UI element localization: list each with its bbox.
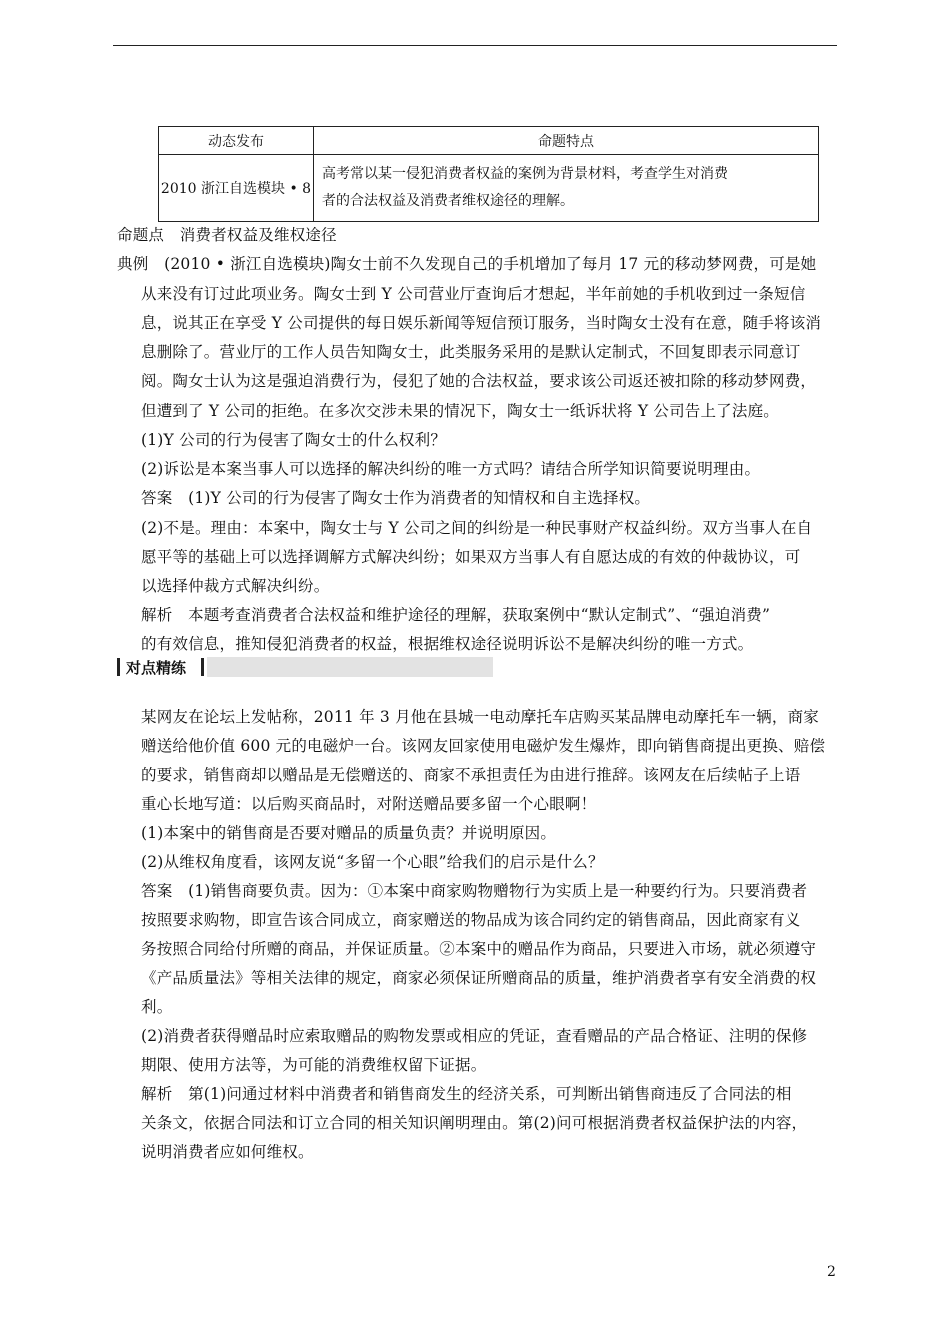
answer-line: 以选择仲裁方式解决纠纷。 [141, 577, 330, 595]
example-line: 息，说其正在享受 Y 公司提供的每日娱乐新闻等短信预订服务，当时陶女士没有在意，随手将该消 [141, 314, 822, 332]
section-title: 对点精练 [126, 659, 187, 677]
question-line: (2)诉讼是本案当事人可以选择的解决纠纷的唯一方式吗？请结合所学知识简要说明理由。 [141, 460, 761, 478]
feature-text-line2: 者的合法权益及消费者维权途径的理解。 [322, 193, 574, 209]
answer-line: (2)不是。理由：本案中，陶女士与 Y 公司之间的纠纷是一种民事财产权益纠纷。双方当事人在自 [141, 519, 813, 537]
answer-line: 答案 (1)销售商要负责。因为：①本案中商家购物赠物行为实质上是一种要约行为。只要消费者 [141, 882, 808, 900]
analysis-line: 说明消费者应如何维权。 [141, 1143, 314, 1161]
question-line: (2)从维权角度看，该网友说“多留一个心眼”给我们的启示是什么？ [141, 853, 604, 871]
answer-line: 利。 [141, 998, 173, 1016]
example-line: 阅。陶女士认为这是强迫消费行为，侵犯了她的合法权益，要求该公司返还被扣除的移动梦网费， [141, 372, 817, 390]
table-header-row [159, 127, 819, 155]
section-bar-left [117, 658, 120, 676]
header-rule [113, 45, 837, 46]
practice-line: 某网友在论坛上发帖称，2011 年 3 月他在县城一电动摩托车店购买某品牌电动摩托车一辆，商家 [141, 708, 819, 726]
exam-info-table [158, 126, 819, 222]
analysis-line: 关条文，依据合同法和订立合同的相关知识阐明理由。第(2)问可根据消费者权益保护法的内容， [141, 1114, 808, 1132]
answer-line: 《产品质量法》等相关法律的规定，商家必须保证所赠商品的质量，维护消费者享有安全消费的权 [141, 969, 817, 987]
topic-heading: 命题点 消费者权益及维权途径 [117, 226, 337, 244]
answer-line: 答案 (1)Y 公司的行为侵害了陶女士作为消费者的知情权和自主选择权。 [141, 489, 651, 507]
practice-line: 赠送给他价值 600 元的电磁炉一台。该网友回家使用电磁炉发生爆炸，即向销售商提出更换、赔偿 [141, 737, 826, 755]
question-line: (1)本案中的销售商是否要对赠品的质量负责？并说明原因。 [141, 824, 557, 842]
page-number: 2 [827, 1264, 836, 1280]
answer-line: 务按照合同给付所赠的商品，并保证质量。②本案中的赠品作为商品，只要进入市场，就必须遵守 [141, 940, 817, 958]
table-header-publish: 动态发布 [159, 127, 314, 155]
practice-line: 重心长地写道：以后购买商品时，对附送赠品要多留一个心眼啊！ [141, 795, 597, 813]
table-cell-feature [314, 155, 819, 222]
example-line: 典例 (2010 • 浙江自选模块)陶女士前不久发现自己的手机增加了每月 17 元的移动梦网费，可是她 [117, 255, 817, 273]
analysis-line: 解析 第(1)问通过材料中消费者和销售商发生的经济关系，可判断出销售商违反了合同法的相 [141, 1085, 792, 1103]
example-line: 但遭到了 Y 公司的拒绝。在多次交涉未果的情况下，陶女士一纸诉状将 Y 公司告上了法庭。 [141, 402, 779, 420]
question-line: (1)Y 公司的行为侵害了陶女士的什么权利？ [141, 431, 447, 449]
example-line: 息删除了。营业厅的工作人员告知陶女士，此类服务采用的是默认定制式，不回复即表示同意订 [141, 343, 801, 361]
analysis-line: 解析 本题考查消费者合法权益和维护途径的理解，获取案例中“默认定制式”、“强迫消费” [141, 606, 771, 624]
example-line: 从来没有订过此项业务。陶女士到 Y 公司营业厅查询后才想起，半年前她的手机收到过一条短信 [141, 285, 806, 303]
section-shade [207, 657, 493, 677]
section-bar-right [201, 658, 204, 676]
practice-line: 的要求，销售商却以赠品是无偿赠送的、商家不承担责任为由进行推辞。该网友在后续帖子上语 [141, 766, 801, 784]
analysis-line: 的有效信息，推知侵犯消费者的权益，根据维权途径说明诉讼不是解决纠纷的唯一方式。 [141, 635, 754, 653]
answer-line: 愿平等的基础上可以选择调解方式解决纠纷；如果双方当事人有自愿达成的有效的仲裁协议，可 [141, 548, 801, 566]
table-cell-source: 2010 浙江自选模块 • 8 [159, 155, 314, 222]
answer-line: (2)消费者获得赠品时应索取赠品的购物发票或相应的凭证，查看赠品的产品合格证、注明的保修 [141, 1027, 808, 1045]
answer-line: 按照要求购物，即宣告该合同成立，商家赠送的物品成为该合同约定的销售商品，因此商家有义 [141, 911, 801, 929]
table-row [159, 155, 819, 222]
answer-line: 期限、使用方法等，为可能的消费维权留下证据。 [141, 1056, 487, 1074]
section-header [117, 657, 493, 677]
table-header-feature: 命题特点 [314, 127, 819, 155]
feature-text-line1: 高考常以某一侵犯消费者权益的案例为背景材料，考查学生对消费 [322, 166, 728, 182]
